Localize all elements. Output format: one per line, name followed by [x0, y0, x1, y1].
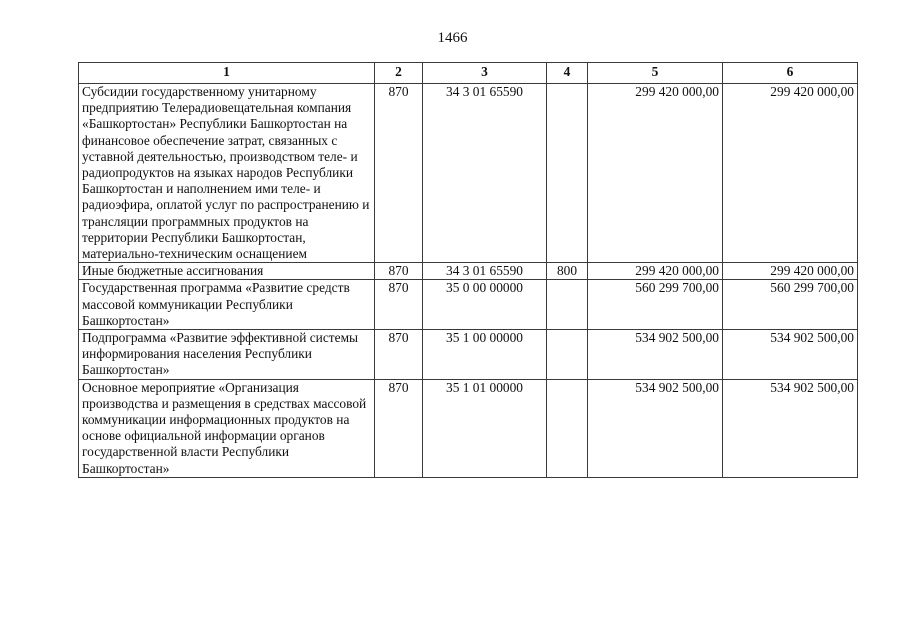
table-row	[79, 84, 858, 263]
column-header-6: 6	[723, 63, 858, 84]
row-col2: 870	[375, 263, 423, 280]
row-col6: 299 420 000,00	[723, 84, 858, 263]
row-col5: 534 902 500,00	[588, 379, 723, 477]
budget-table	[78, 62, 858, 478]
row-col3: 35 1 00 00000	[423, 330, 547, 380]
row-col4	[547, 379, 588, 477]
row-col2: 870	[375, 280, 423, 330]
row-name: Государственная программа «Развитие средств массовой коммуникации Республики Башкортостан»	[79, 280, 375, 330]
row-name: Основное мероприятие «Организация производства и размещения в средствах массовой коммуникации информационных продуктов на основе официальной информации органов государственной власти Республики Башкортостан»	[79, 379, 375, 477]
row-col3: 35 0 00 00000	[423, 280, 547, 330]
row-col6: 560 299 700,00	[723, 280, 858, 330]
row-col2: 870	[375, 379, 423, 477]
row-col4	[547, 330, 588, 380]
table-header-row	[79, 63, 858, 84]
row-col6: 534 902 500,00	[723, 379, 858, 477]
row-col6: 534 902 500,00	[723, 330, 858, 380]
row-col3: 34 3 01 65590	[423, 84, 547, 263]
column-header-5: 5	[588, 63, 723, 84]
row-col5: 534 902 500,00	[588, 330, 723, 380]
row-col3: 34 3 01 65590	[423, 263, 547, 280]
table-row	[79, 280, 858, 330]
row-col5: 560 299 700,00	[588, 280, 723, 330]
row-col4: 800	[547, 263, 588, 280]
row-col2: 870	[375, 84, 423, 263]
row-col2: 870	[375, 330, 423, 380]
column-header-2: 2	[375, 63, 423, 84]
row-col5: 299 420 000,00	[588, 263, 723, 280]
column-header-4: 4	[547, 63, 588, 84]
table-row	[79, 379, 858, 477]
row-col3: 35 1 01 00000	[423, 379, 547, 477]
column-header-1: 1	[79, 63, 375, 84]
column-header-3: 3	[423, 63, 547, 84]
row-col4	[547, 84, 588, 263]
row-col4	[547, 280, 588, 330]
row-name: Субсидии государственному унитарному предприятию Телерадиовещательная компания «Башкортостан» Республики Башкортостан на финансовое обеспечение затрат, связанных с уставной деятельностью, производством теле- и радиопродуктов на языках народов Республики Башкортостан и наполнением ими теле- и радиоэфира, оплатой услуг по распространению и трансляции программных продуктов на территории Республики Башкортостан, материально-техническим оснащением	[79, 84, 375, 263]
table-row	[79, 263, 858, 280]
row-name: Иные бюджетные ассигнования	[79, 263, 375, 280]
row-col5: 299 420 000,00	[588, 84, 723, 263]
row-col6: 299 420 000,00	[723, 263, 858, 280]
row-name: Подпрограмма «Развитие эффективной системы информирования населения Республики Башкортостан»	[79, 330, 375, 380]
page-number: 1466	[437, 30, 468, 46]
table-row	[79, 330, 858, 380]
